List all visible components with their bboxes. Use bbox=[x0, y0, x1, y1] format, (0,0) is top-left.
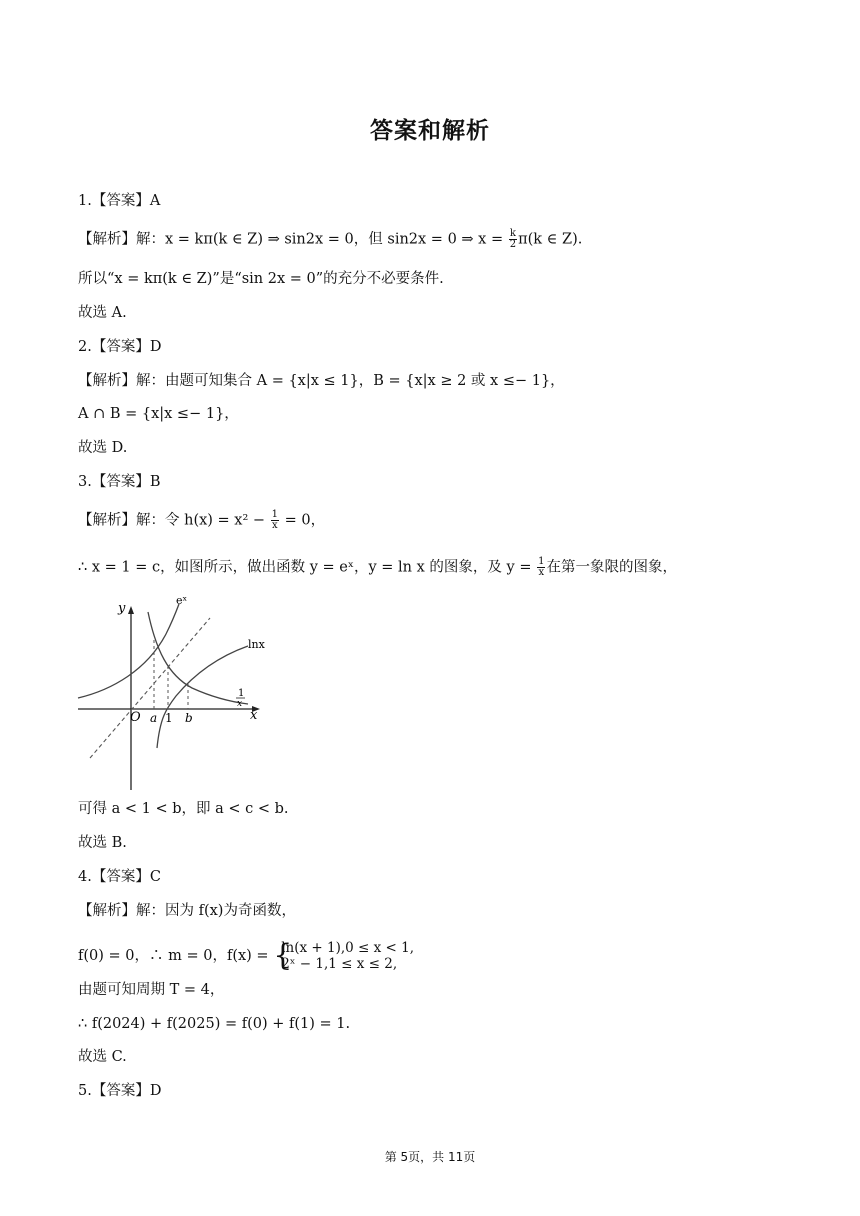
q3-line2 bbox=[78, 557, 677, 578]
q3-line2-text-b: 在第一象限的图象， bbox=[546, 559, 677, 576]
function-graph bbox=[72, 590, 272, 795]
q4-line3: 由题可知周期 T = 4， bbox=[78, 982, 225, 998]
piecewise-function bbox=[273, 940, 414, 972]
q1-answer: 1.【答案】A bbox=[78, 193, 161, 209]
q3-frac1-num: 1 bbox=[271, 509, 279, 520]
piece-row-1: ln(x + 1),0 ≤ x < 1, bbox=[281, 940, 414, 956]
q3-fraction-2 bbox=[537, 557, 545, 578]
q4-line2-text: f(0) = 0，∴ m = 0，f(x) = bbox=[78, 948, 274, 964]
label-o: O bbox=[130, 710, 141, 725]
q3-line1-text-b: = 0， bbox=[280, 512, 326, 529]
label-b: b bbox=[185, 711, 193, 725]
label-recip-den: x bbox=[237, 699, 243, 709]
label-y: y bbox=[118, 601, 126, 616]
y-axis-arrow bbox=[128, 606, 134, 614]
q2-line3: 故选 D. bbox=[78, 440, 128, 456]
q3-frac2-den: x bbox=[538, 567, 545, 578]
label-recip-num: 1 bbox=[238, 688, 245, 699]
q4-line2 bbox=[78, 940, 414, 972]
q3-frac1-den: x bbox=[272, 520, 278, 531]
ln-curve bbox=[157, 646, 248, 748]
q3-answer: 3.【答案】B bbox=[78, 474, 161, 490]
q1-line3: 故选 A. bbox=[78, 305, 127, 321]
piecewise-brace: { bbox=[273, 938, 293, 973]
q1-frac-den: 2 bbox=[509, 239, 517, 250]
q4-answer: 4.【答案】C bbox=[78, 869, 161, 885]
label-ex: eˣ bbox=[176, 594, 188, 607]
q1-analysis-text-a: 【解析】解：x = kπ(k ∈ Z) ⇒ sin2x = 0，但 sin2x = 0 ⇒ x = bbox=[78, 231, 508, 248]
q3-line4: 故选 B. bbox=[78, 835, 127, 851]
q3-fraction-1 bbox=[271, 510, 279, 531]
q4-line5: 故选 C. bbox=[78, 1049, 127, 1065]
q2-answer: 2.【答案】D bbox=[78, 339, 162, 355]
q3-line1 bbox=[78, 510, 325, 531]
q1-line2: 所以“x = kπ(k ∈ Z)”是“sin 2x = 0”的充分不必要条件. bbox=[78, 271, 444, 287]
page-footer: 第 5页，共 11页 bbox=[384, 1150, 476, 1164]
q3-frac2-num: 1 bbox=[538, 556, 545, 567]
q2-line1: 【解析】解：由题可知集合 A = {x|x ≤ 1}，B = {x|x ≥ 2 或 x ≤− 1}， bbox=[78, 373, 565, 389]
piece-row-2: 2ˣ − 1,1 ≤ x ≤ 2, bbox=[281, 956, 398, 972]
q3-line1-text-a: 【解析】解：令 h(x) = x² − bbox=[78, 512, 270, 529]
q4-line4: ∴ f(2024) + f(2025) = f(0) + f(1) = 1. bbox=[78, 1016, 351, 1032]
reciprocal-curve bbox=[148, 612, 248, 704]
page-title: 答案和解析 bbox=[370, 118, 490, 144]
q1-fraction bbox=[509, 229, 517, 250]
q5-answer: 5.【答案】D bbox=[78, 1083, 162, 1099]
q1-analysis-text-b: π(k ∈ Z). bbox=[518, 231, 583, 248]
q2-line2: A ∩ B = {x|x ≤− 1}， bbox=[78, 406, 239, 422]
q1-frac-num: k bbox=[509, 228, 516, 239]
exp-curve bbox=[78, 604, 179, 698]
q3-line2-text-a: ∴ x = 1 = c，如图所示，做出函数 y = eˣ，y = ln x 的图象，及 y = bbox=[78, 559, 537, 576]
q1-analysis bbox=[78, 229, 582, 250]
q3-line3: 可得 a < 1 < b，即 a < c < b. bbox=[78, 801, 289, 817]
label-lnx: lnx bbox=[248, 638, 265, 651]
q4-line1: 【解析】解：因为 f(x)为奇函数， bbox=[78, 903, 296, 919]
label-x: x bbox=[250, 708, 258, 723]
label-1: 1 bbox=[165, 711, 173, 725]
label-a: a bbox=[150, 711, 158, 725]
